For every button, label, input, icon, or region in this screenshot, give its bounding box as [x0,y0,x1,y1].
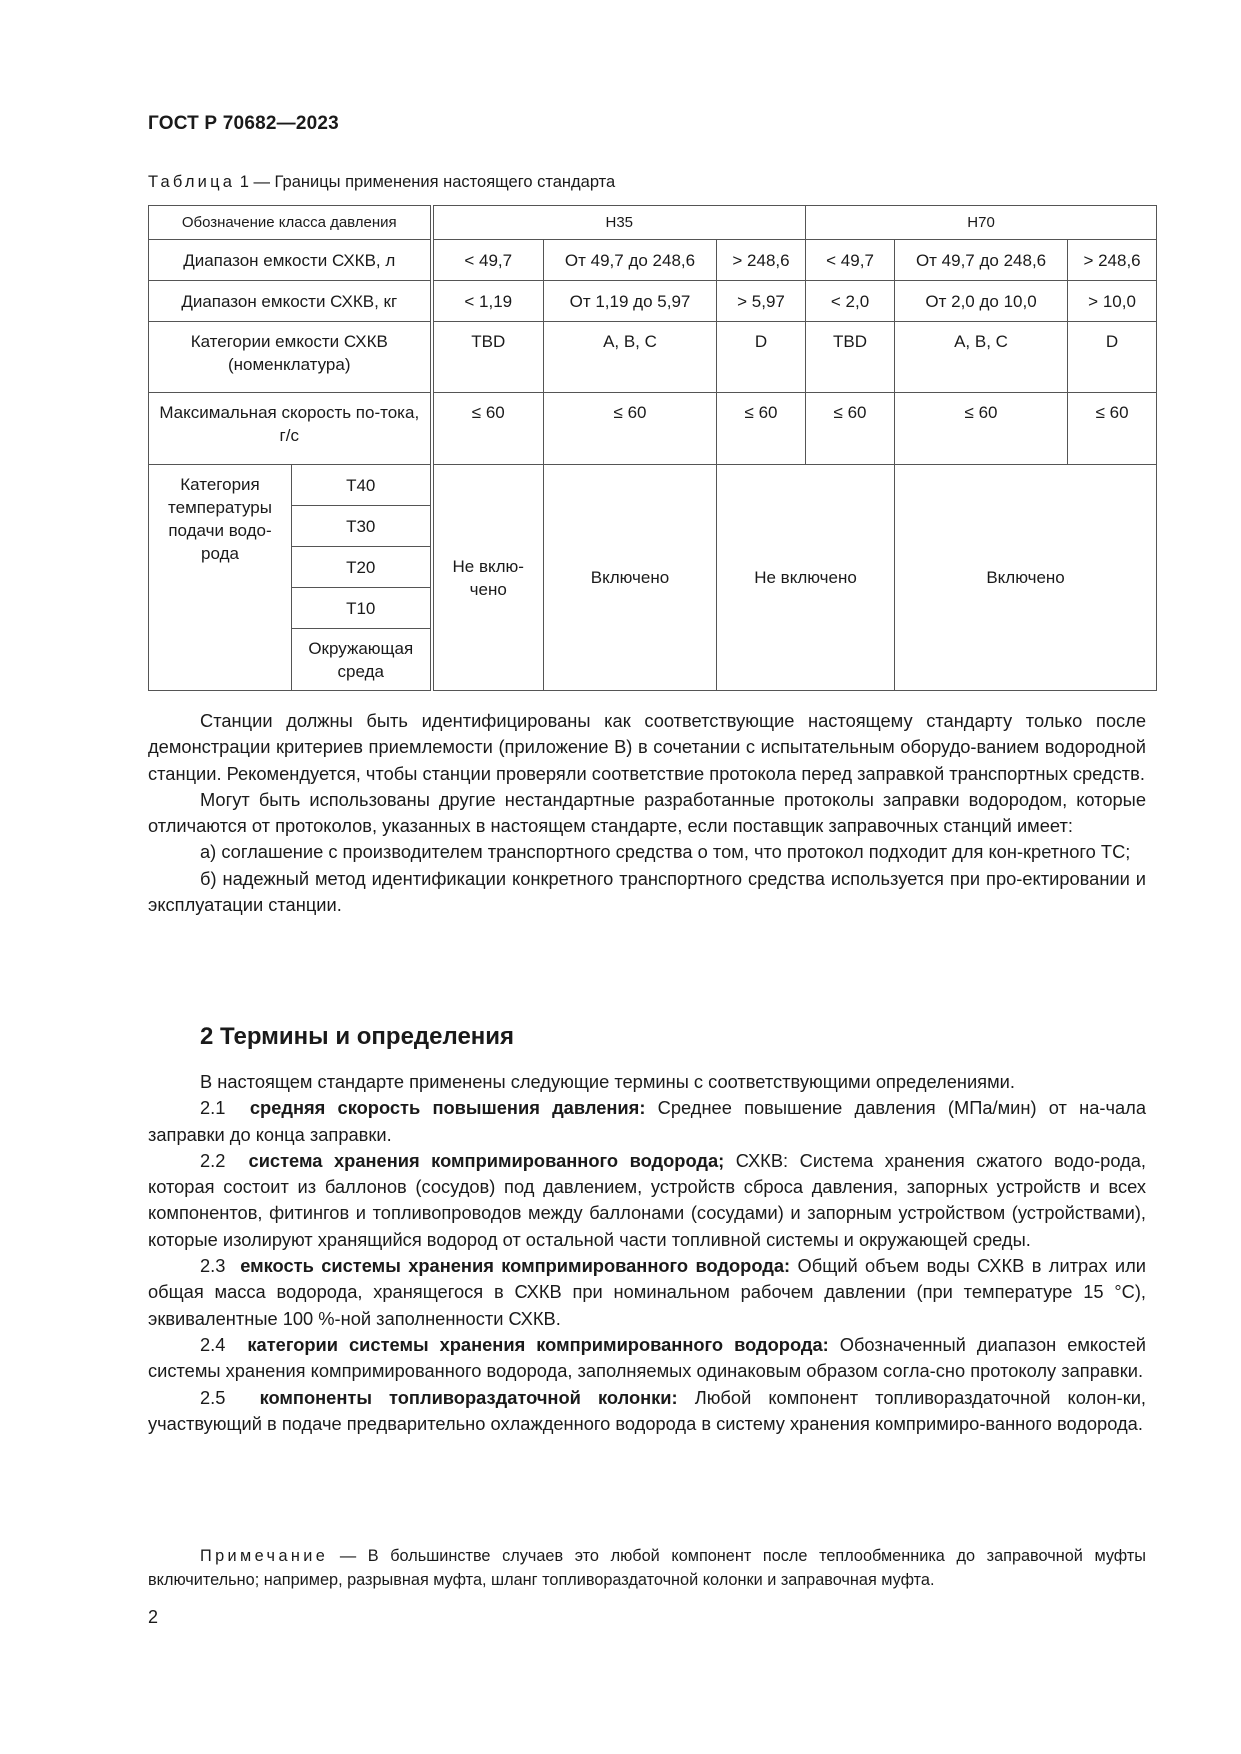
table-cell: < 49,7 [432,240,544,281]
table-row [149,393,1157,465]
table-cell: > 5,97 [717,281,806,322]
table-caption [148,173,615,192]
term-number: 2.2 [200,1149,226,1171]
term-number: 2.4 [200,1333,226,1355]
table-cell: < 1,19 [432,281,544,322]
row-label: Максимальная скорость по-тока, г/с [149,393,432,465]
table-row [149,240,1157,281]
definitions-block [148,1069,1146,1437]
document-code: ГОСТ Р 70682—2023 [148,113,339,134]
term-name: система хранения компримированного водорода; [248,1149,725,1171]
term-text: Среднее повышение давления (МПа/мин) от на-чала заправки до конца заправки. [148,1097,1147,1145]
table-caption-word: Таблица [148,173,236,191]
table-row [149,322,1157,393]
scope-paragraphs [148,708,1146,918]
table-cell: A, B, C [895,322,1068,393]
table-cell: Не вклю-чено [432,465,544,691]
note [148,1544,1146,1592]
paragraph: Станции должны быть идентифицированы как соответствующие настоящему стандарту только после демонстрации критериев приемлемости (приложение В) в сочетании с испытательным оборудо-ванием водородной станции. Рекомендуется, чтобы станции проверяли соответствие протокола перед заправкой транспортных средств. [148,710,1146,784]
table-cell: От 1,19 до 5,97 [544,281,717,322]
term-text: Любой компонент топливораздаточной колон-ки, участвующий в подаче предварительно охлажденного водорода в систему хранения компримиро-ванного водорода. [148,1386,1146,1434]
table-cell: ≤ 60 [895,393,1068,465]
term-number: 2.1 [200,1097,226,1119]
section-heading: 2 Термины и определения [200,1023,515,1050]
table-cell: TBD [432,322,544,393]
table-cell: A, B, C [544,322,717,393]
term-name: компоненты топливораздаточной колонки: [259,1386,678,1408]
table-cell: От 2,0 до 10,0 [895,281,1068,322]
temp-class-cell: T20 [292,547,432,588]
term-text: СХКВ: Система хранения сжатого водо-рода, которая состоит из баллонов (сосудов) под давлением, устройств сброса давления, запорных устройств и всех компонентов, фитингов и топливопроводов между баллонами (сосудами) и запорным устройством (устройствами), которые изолируют хранящийся водород от остальной части топливной системы и окружающей среды. [148,1149,1146,1250]
term-text: Общий объем воды СХКВ в литрах или общая масса водорода, хранящегося в СХКВ при номинальном рабочем давлении (при температуре 15 °C), эквивалентные 100 %-ной заполненности СХКВ. [148,1255,1146,1329]
paragraph: Могут быть использованы другие нестандартные разработанные протоколы заправки водородом, которые отличаются от протоколов, указанных в настоящем стандарте, если поставщик заправочных станций имеет: [148,788,1146,837]
table-row [149,465,1157,506]
note-label: Примечание [200,1547,329,1565]
table-header-row [149,206,1157,240]
table-cell: D [717,322,806,393]
header-cell-h35: H35 [432,206,806,240]
table-cell: От 49,7 до 248,6 [895,240,1068,281]
term-definition [148,1332,1146,1385]
table-cell: < 2,0 [806,281,895,322]
table-caption-text: 1 — Границы применения настоящего стандарта [235,173,616,191]
table-cell: > 248,6 [717,240,806,281]
temp-class-cell: Окружающая среда [292,629,432,691]
term-number: 2.5 [200,1386,226,1408]
temp-category-label: Категория температуры подачи водо-рода [149,465,292,691]
table-cell: < 49,7 [806,240,895,281]
table-cell: Не включено [717,465,895,691]
limits-table [148,205,1157,691]
temp-class-cell: T30 [292,506,432,547]
page-number: 2 [148,1607,159,1627]
term-name: емкость системы хранения компримированного водорода: [240,1255,791,1277]
table-cell: Включено [895,465,1157,691]
header-cell-class: Обозначение класса давления [149,206,432,240]
term-name: средняя скорость повышения давления: [249,1097,646,1119]
section-intro: В настоящем стандарте применены следующие термины с соответствующими определениями. [200,1071,1015,1092]
term-definition [148,1148,1146,1253]
header-cell-h70: H70 [806,206,1157,240]
table-cell: Включено [544,465,717,691]
row-label: Категории емкости СХКВ (номенклатура) [149,322,432,393]
term-definition [148,1253,1146,1332]
table-cell: ≤ 60 [1068,393,1157,465]
table-cell: ≤ 60 [806,393,895,465]
note-text: — В большинстве случаев это любой компонент после теплообменника до заправочной муфты включительно; например, разрывная муфта, шланг топливораздаточной колонки и заправочная муфта. [148,1547,1146,1589]
term-definition [148,1385,1146,1438]
temp-class-cell: T40 [292,465,432,506]
term-number: 2.3 [200,1255,226,1277]
table-cell: > 248,6 [1068,240,1157,281]
paragraph: б) надежный метод идентификации конкретного транспортного средства используется при про-ектировании и эксплуатации станции. [148,867,1146,916]
table-cell: TBD [806,322,895,393]
table-cell: ≤ 60 [717,393,806,465]
table-row [149,281,1157,322]
term-definition [148,1095,1146,1148]
row-label: Диапазон емкости СХКВ, кг [149,281,432,322]
table-cell: От 49,7 до 248,6 [544,240,717,281]
table-cell: ≤ 60 [432,393,544,465]
table-cell: D [1068,322,1157,393]
table-cell: ≤ 60 [544,393,717,465]
term-name: категории системы хранения компримированного водорода: [247,1333,829,1355]
row-label: Диапазон емкости СХКВ, л [149,240,432,281]
table-cell: > 10,0 [1068,281,1157,322]
paragraph: а) соглашение с производителем транспортного средства о том, что протокол подходит для кон-кретного ТС; [200,841,1131,863]
term-text: Обозначенный диапазон емкостей системы хранения компримированного водорода, заполняемых одинаковым образом согла-сно протоколу заправки. [148,1333,1146,1382]
temp-class-cell: T10 [292,588,432,629]
